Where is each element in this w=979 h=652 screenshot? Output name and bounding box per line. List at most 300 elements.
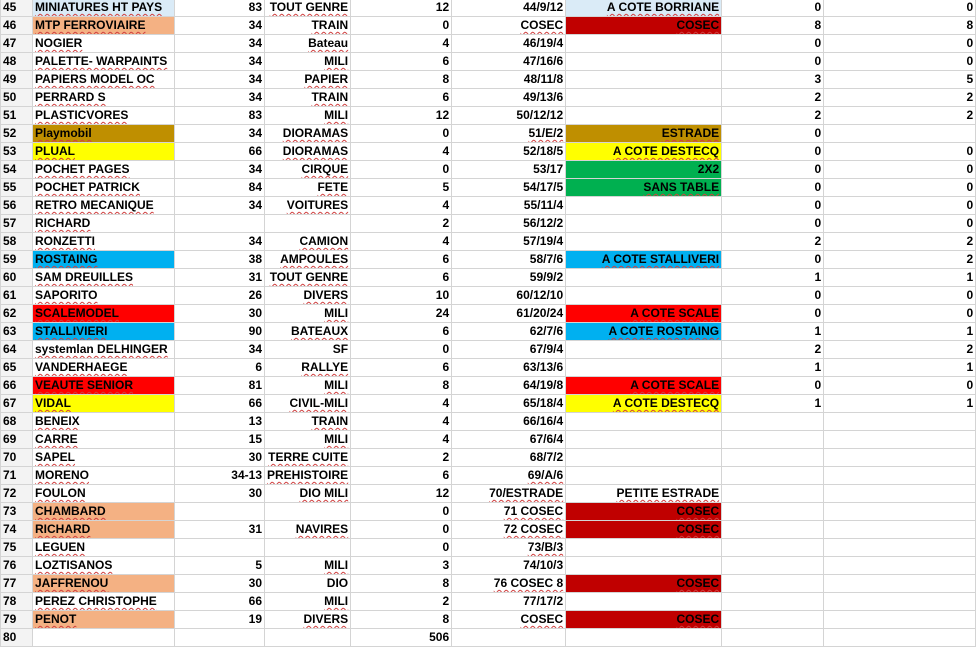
cell-category[interactable]: DIVERS bbox=[265, 611, 351, 629]
cell-value-b[interactable]: 0 bbox=[824, 287, 976, 305]
cell-value-b[interactable] bbox=[824, 449, 976, 467]
cell-table-count[interactable]: 4 bbox=[351, 413, 452, 431]
cell-value-a[interactable]: 2 bbox=[722, 89, 824, 107]
cell-department[interactable]: 5 bbox=[175, 557, 265, 575]
cell-exhibitor-name[interactable]: NOGIER bbox=[33, 35, 175, 53]
cell-exhibitor-name[interactable]: FOULON bbox=[33, 485, 175, 503]
cell-exhibitor-name[interactable]: MINIATURES HT PAYS bbox=[33, 0, 175, 17]
cell-value-a[interactable]: 0 bbox=[722, 0, 824, 17]
cell-category[interactable]: NAVIRES bbox=[265, 521, 351, 539]
cell-table-count[interactable]: 506 bbox=[351, 629, 452, 647]
cell-department[interactable]: 83 bbox=[175, 0, 265, 17]
cell-exhibitor-name[interactable]: SAPORITO bbox=[33, 287, 175, 305]
cell-exhibitor-name[interactable]: systemlan DELHINGER bbox=[33, 341, 175, 359]
cell-placement-note[interactable]: PETITE ESTRADE bbox=[566, 485, 722, 503]
row-header[interactable]: 49 bbox=[1, 71, 33, 89]
cell-placement-note[interactable] bbox=[566, 539, 722, 557]
cell-placement-note[interactable]: A COTE SCALE bbox=[566, 377, 722, 395]
cell-category[interactable]: TOUT GENRE bbox=[265, 0, 351, 17]
cell-table-count[interactable]: 10 bbox=[351, 287, 452, 305]
row-header[interactable]: 68 bbox=[1, 413, 33, 431]
cell-placement-code[interactable]: COSEC bbox=[452, 17, 566, 35]
cell-exhibitor-name[interactable]: VEAUTE SENIOR bbox=[33, 377, 175, 395]
cell-department[interactable]: 30 bbox=[175, 305, 265, 323]
cell-category[interactable]: SF bbox=[265, 341, 351, 359]
row-header[interactable]: 69 bbox=[1, 431, 33, 449]
cell-placement-note[interactable] bbox=[566, 269, 722, 287]
cell-value-a[interactable] bbox=[722, 467, 824, 485]
cell-table-count[interactable]: 0 bbox=[351, 125, 452, 143]
cell-placement-code[interactable]: 60/12/10 bbox=[452, 287, 566, 305]
cell-value-a[interactable]: 0 bbox=[722, 197, 824, 215]
cell-placement-code[interactable]: 48/11/8 bbox=[452, 71, 566, 89]
cell-value-a[interactable]: 0 bbox=[722, 305, 824, 323]
cell-department[interactable]: 31 bbox=[175, 521, 265, 539]
cell-placement-code[interactable]: 62/7/6 bbox=[452, 323, 566, 341]
row-header[interactable]: 65 bbox=[1, 359, 33, 377]
row-header[interactable]: 71 bbox=[1, 467, 33, 485]
cell-placement-code[interactable]: 77/17/2 bbox=[452, 593, 566, 611]
cell-table-count[interactable]: 3 bbox=[351, 557, 452, 575]
cell-value-b[interactable] bbox=[824, 125, 976, 143]
cell-placement-code[interactable]: 68/7/2 bbox=[452, 449, 566, 467]
cell-placement-note[interactable] bbox=[566, 215, 722, 233]
cell-value-b[interactable]: 0 bbox=[824, 35, 976, 53]
cell-table-count[interactable]: 2 bbox=[351, 593, 452, 611]
cell-placement-code[interactable]: 61/20/24 bbox=[452, 305, 566, 323]
cell-value-a[interactable]: 1 bbox=[722, 323, 824, 341]
cell-value-a[interactable]: 1 bbox=[722, 359, 824, 377]
cell-placement-code[interactable]: 63/13/6 bbox=[452, 359, 566, 377]
cell-table-count[interactable]: 4 bbox=[351, 35, 452, 53]
cell-placement-note[interactable]: ESTRADE bbox=[566, 125, 722, 143]
cell-placement-code[interactable]: 46/19/4 bbox=[452, 35, 566, 53]
cell-placement-code[interactable]: 54/17/5 bbox=[452, 179, 566, 197]
row-header[interactable]: 60 bbox=[1, 269, 33, 287]
cell-category[interactable] bbox=[265, 503, 351, 521]
cell-exhibitor-name[interactable]: POCHET PAGES bbox=[33, 161, 175, 179]
cell-placement-note[interactable]: COSEC bbox=[566, 17, 722, 35]
cell-value-a[interactable]: 0 bbox=[722, 251, 824, 269]
row-header[interactable]: 72 bbox=[1, 485, 33, 503]
cell-value-b[interactable]: 5 bbox=[824, 71, 976, 89]
cell-value-b[interactable]: 1 bbox=[824, 359, 976, 377]
cell-placement-note[interactable]: A COTE DESTECQ bbox=[566, 395, 722, 413]
cell-value-b[interactable]: 1 bbox=[824, 323, 976, 341]
cell-placement-code[interactable]: 65/18/4 bbox=[452, 395, 566, 413]
cell-table-count[interactable]: 8 bbox=[351, 71, 452, 89]
row-header[interactable]: 61 bbox=[1, 287, 33, 305]
cell-value-a[interactable] bbox=[722, 431, 824, 449]
cell-value-a[interactable] bbox=[722, 485, 824, 503]
row-header[interactable]: 73 bbox=[1, 503, 33, 521]
cell-placement-note[interactable] bbox=[566, 359, 722, 377]
row-header[interactable]: 53 bbox=[1, 143, 33, 161]
row-header[interactable]: 50 bbox=[1, 89, 33, 107]
cell-placement-code[interactable]: 47/16/6 bbox=[452, 53, 566, 71]
cell-department[interactable] bbox=[175, 539, 265, 557]
cell-value-b[interactable]: 0 bbox=[824, 0, 976, 17]
cell-exhibitor-name[interactable]: SCALEMODEL bbox=[33, 305, 175, 323]
cell-value-a[interactable] bbox=[722, 557, 824, 575]
cell-placement-note[interactable] bbox=[566, 53, 722, 71]
cell-category[interactable]: CIVIL-MILI bbox=[265, 395, 351, 413]
row-header[interactable]: 57 bbox=[1, 215, 33, 233]
cell-table-count[interactable]: 4 bbox=[351, 395, 452, 413]
cell-value-b[interactable]: 0 bbox=[824, 377, 976, 395]
row-header[interactable]: 77 bbox=[1, 575, 33, 593]
cell-department[interactable]: 13 bbox=[175, 413, 265, 431]
cell-department[interactable]: 34 bbox=[175, 161, 265, 179]
cell-value-b[interactable]: 0 bbox=[824, 305, 976, 323]
cell-exhibitor-name[interactable]: PLUAL bbox=[33, 143, 175, 161]
cell-department[interactable]: 34 bbox=[175, 125, 265, 143]
cell-category[interactable]: BATEAUX bbox=[265, 323, 351, 341]
cell-value-b[interactable] bbox=[824, 467, 976, 485]
cell-placement-note[interactable]: SANS TABLE bbox=[566, 179, 722, 197]
cell-value-a[interactable] bbox=[722, 449, 824, 467]
cell-value-b[interactable]: 0 bbox=[824, 161, 976, 179]
cell-value-b[interactable]: 0 bbox=[824, 215, 976, 233]
row-header[interactable]: 63 bbox=[1, 323, 33, 341]
cell-placement-code[interactable]: 44/9/12 bbox=[452, 0, 566, 17]
cell-placement-code[interactable]: 58/7/6 bbox=[452, 251, 566, 269]
cell-placement-code[interactable]: 73/B/3 bbox=[452, 539, 566, 557]
cell-placement-note[interactable] bbox=[566, 557, 722, 575]
cell-exhibitor-name[interactable]: VANDERHAEGE bbox=[33, 359, 175, 377]
cell-placement-note[interactable] bbox=[566, 629, 722, 647]
cell-placement-note[interactable] bbox=[566, 449, 722, 467]
cell-category[interactable]: MILI bbox=[265, 431, 351, 449]
cell-department[interactable]: 34 bbox=[175, 35, 265, 53]
cell-exhibitor-name[interactable]: RETRO MECANIQUE bbox=[33, 197, 175, 215]
cell-placement-note[interactable]: A COTE DESTECQ bbox=[566, 143, 722, 161]
cell-table-count[interactable]: 12 bbox=[351, 485, 452, 503]
row-header[interactable]: 75 bbox=[1, 539, 33, 557]
row-header[interactable]: 56 bbox=[1, 197, 33, 215]
cell-table-count[interactable]: 6 bbox=[351, 53, 452, 71]
cell-placement-code[interactable]: 57/19/4 bbox=[452, 233, 566, 251]
cell-value-a[interactable]: 0 bbox=[722, 143, 824, 161]
cell-table-count[interactable]: 0 bbox=[351, 161, 452, 179]
cell-value-b[interactable]: 0 bbox=[824, 179, 976, 197]
cell-category[interactable]: MILI bbox=[265, 377, 351, 395]
cell-table-count[interactable]: 4 bbox=[351, 431, 452, 449]
cell-category[interactable]: MILI bbox=[265, 557, 351, 575]
cell-category[interactable]: DIORAMAS bbox=[265, 143, 351, 161]
cell-value-a[interactable]: 1 bbox=[722, 269, 824, 287]
cell-department[interactable]: 30 bbox=[175, 575, 265, 593]
cell-category[interactable]: FETE bbox=[265, 179, 351, 197]
cell-department[interactable]: 31 bbox=[175, 269, 265, 287]
cell-department[interactable]: 34 bbox=[175, 89, 265, 107]
cell-exhibitor-name[interactable] bbox=[33, 629, 175, 647]
cell-placement-note[interactable]: COSEC bbox=[566, 611, 722, 629]
row-header[interactable]: 67 bbox=[1, 395, 33, 413]
cell-value-b[interactable] bbox=[824, 485, 976, 503]
cell-table-count[interactable]: 4 bbox=[351, 233, 452, 251]
cell-value-a[interactable]: 2 bbox=[722, 107, 824, 125]
cell-department[interactable]: 34 bbox=[175, 341, 265, 359]
cell-value-a[interactable]: 2 bbox=[722, 341, 824, 359]
cell-table-count[interactable]: 6 bbox=[351, 467, 452, 485]
cell-placement-code[interactable]: 74/10/3 bbox=[452, 557, 566, 575]
cell-table-count[interactable]: 6 bbox=[351, 323, 452, 341]
cell-value-b[interactable] bbox=[824, 431, 976, 449]
cell-exhibitor-name[interactable]: MORENO bbox=[33, 467, 175, 485]
cell-value-b[interactable]: 0 bbox=[824, 53, 976, 71]
cell-category[interactable] bbox=[265, 215, 351, 233]
cell-value-b[interactable] bbox=[824, 539, 976, 557]
row-header[interactable]: 74 bbox=[1, 521, 33, 539]
cell-category[interactable]: PAPIER bbox=[265, 71, 351, 89]
cell-exhibitor-name[interactable]: CARRE bbox=[33, 431, 175, 449]
row-header[interactable]: 58 bbox=[1, 233, 33, 251]
cell-table-count[interactable]: 8 bbox=[351, 611, 452, 629]
cell-exhibitor-name[interactable]: ROSTAING bbox=[33, 251, 175, 269]
cell-value-a[interactable]: 0 bbox=[722, 179, 824, 197]
cell-category[interactable]: MILI bbox=[265, 305, 351, 323]
cell-department[interactable]: 6 bbox=[175, 359, 265, 377]
cell-placement-code[interactable] bbox=[452, 629, 566, 647]
cell-placement-code[interactable]: 49/13/6 bbox=[452, 89, 566, 107]
cell-department[interactable]: 15 bbox=[175, 431, 265, 449]
cell-table-count[interactable]: 0 bbox=[351, 539, 452, 557]
cell-exhibitor-name[interactable]: PENOT bbox=[33, 611, 175, 629]
cell-value-a[interactable]: 0 bbox=[722, 377, 824, 395]
cell-department[interactable] bbox=[175, 503, 265, 521]
cell-table-count[interactable]: 6 bbox=[351, 89, 452, 107]
row-header[interactable]: 64 bbox=[1, 341, 33, 359]
cell-value-a[interactable] bbox=[722, 611, 824, 629]
cell-category[interactable]: MILI bbox=[265, 53, 351, 71]
cell-value-a[interactable]: 0 bbox=[722, 287, 824, 305]
cell-value-a[interactable]: 0 bbox=[722, 125, 824, 143]
cell-exhibitor-name[interactable]: PAPIERS MODEL OC bbox=[33, 71, 175, 89]
cell-value-b[interactable] bbox=[824, 413, 976, 431]
cell-value-a[interactable] bbox=[722, 521, 824, 539]
cell-category[interactable]: CAMION bbox=[265, 233, 351, 251]
cell-exhibitor-name[interactable]: SAPEL bbox=[33, 449, 175, 467]
cell-placement-note[interactable]: COSEC bbox=[566, 503, 722, 521]
cell-value-b[interactable]: 0 bbox=[824, 143, 976, 161]
cell-table-count[interactable]: 2 bbox=[351, 215, 452, 233]
cell-category[interactable]: TRAIN bbox=[265, 413, 351, 431]
cell-table-count[interactable]: 0 bbox=[351, 17, 452, 35]
cell-value-a[interactable]: 0 bbox=[722, 53, 824, 71]
cell-table-count[interactable]: 12 bbox=[351, 107, 452, 125]
cell-placement-code[interactable]: 51/E/2 bbox=[452, 125, 566, 143]
row-header[interactable]: 78 bbox=[1, 593, 33, 611]
cell-category[interactable]: VOITURES bbox=[265, 197, 351, 215]
row-header[interactable]: 79 bbox=[1, 611, 33, 629]
cell-exhibitor-name[interactable]: VIDAL bbox=[33, 395, 175, 413]
cell-value-a[interactable] bbox=[722, 629, 824, 647]
cell-placement-note[interactable] bbox=[566, 71, 722, 89]
cell-placement-code[interactable]: 67/6/4 bbox=[452, 431, 566, 449]
row-header[interactable]: 55 bbox=[1, 179, 33, 197]
cell-placement-note[interactable]: A COTE SCALE bbox=[566, 305, 722, 323]
cell-value-b[interactable]: 2 bbox=[824, 251, 976, 269]
cell-department[interactable]: 90 bbox=[175, 323, 265, 341]
cell-table-count[interactable]: 6 bbox=[351, 251, 452, 269]
cell-department[interactable] bbox=[175, 215, 265, 233]
cell-table-count[interactable]: 4 bbox=[351, 143, 452, 161]
cell-value-b[interactable] bbox=[824, 575, 976, 593]
row-header[interactable]: 48 bbox=[1, 53, 33, 71]
cell-placement-note[interactable] bbox=[566, 287, 722, 305]
cell-placement-code[interactable]: 55/11/4 bbox=[452, 197, 566, 215]
row-header[interactable]: 46 bbox=[1, 17, 33, 35]
cell-table-count[interactable]: 0 bbox=[351, 521, 452, 539]
cell-department[interactable]: 34 bbox=[175, 53, 265, 71]
cell-table-count[interactable]: 2 bbox=[351, 449, 452, 467]
cell-placement-note[interactable] bbox=[566, 593, 722, 611]
cell-department[interactable]: 34 bbox=[175, 71, 265, 89]
cell-value-b[interactable]: 2 bbox=[824, 107, 976, 125]
cell-exhibitor-name[interactable]: JAFFRENOU bbox=[33, 575, 175, 593]
cell-department[interactable]: 38 bbox=[175, 251, 265, 269]
cell-table-count[interactable]: 8 bbox=[351, 575, 452, 593]
cell-placement-note[interactable]: COSEC bbox=[566, 521, 722, 539]
cell-category[interactable]: MILI bbox=[265, 593, 351, 611]
cell-table-count[interactable]: 4 bbox=[351, 197, 452, 215]
cell-placement-note[interactable] bbox=[566, 413, 722, 431]
cell-value-b[interactable] bbox=[824, 611, 976, 629]
cell-table-count[interactable]: 0 bbox=[351, 341, 452, 359]
cell-value-a[interactable] bbox=[722, 575, 824, 593]
cell-exhibitor-name[interactable]: MTP FERROVIAIRE bbox=[33, 17, 175, 35]
cell-table-count[interactable]: 6 bbox=[351, 269, 452, 287]
cell-table-count[interactable]: 8 bbox=[351, 377, 452, 395]
cell-value-b[interactable] bbox=[824, 521, 976, 539]
cell-value-a[interactable] bbox=[722, 539, 824, 557]
row-header[interactable]: 47 bbox=[1, 35, 33, 53]
cell-exhibitor-name[interactable]: RONZETTI bbox=[33, 233, 175, 251]
cell-value-a[interactable]: 1 bbox=[722, 395, 824, 413]
row-header[interactable]: 66 bbox=[1, 377, 33, 395]
cell-placement-code[interactable]: 71 COSEC bbox=[452, 503, 566, 521]
cell-department[interactable]: 84 bbox=[175, 179, 265, 197]
cell-department[interactable]: 83 bbox=[175, 107, 265, 125]
cell-placement-note[interactable] bbox=[566, 431, 722, 449]
cell-exhibitor-name[interactable]: LEGUEN bbox=[33, 539, 175, 557]
cell-exhibitor-name[interactable]: CHAMBARD bbox=[33, 503, 175, 521]
cell-value-a[interactable] bbox=[722, 593, 824, 611]
cell-value-a[interactable]: 2 bbox=[722, 233, 824, 251]
row-header[interactable]: 70 bbox=[1, 449, 33, 467]
cell-value-a[interactable] bbox=[722, 413, 824, 431]
cell-value-b[interactable]: 1 bbox=[824, 269, 976, 287]
cell-exhibitor-name[interactable]: PEREZ CHRISTOPHE bbox=[33, 593, 175, 611]
cell-department[interactable]: 30 bbox=[175, 449, 265, 467]
cell-placement-code[interactable]: 59/9/2 bbox=[452, 269, 566, 287]
cell-value-b[interactable] bbox=[824, 629, 976, 647]
cell-value-b[interactable]: 0 bbox=[824, 197, 976, 215]
cell-table-count[interactable]: 12 bbox=[351, 0, 452, 17]
cell-category[interactable]: TRAIN bbox=[265, 89, 351, 107]
cell-placement-note[interactable]: A COTE ROSTAING bbox=[566, 323, 722, 341]
cell-category[interactable]: DIO MILI bbox=[265, 485, 351, 503]
cell-exhibitor-name[interactable]: BENEIX bbox=[33, 413, 175, 431]
cell-table-count[interactable]: 6 bbox=[351, 359, 452, 377]
cell-placement-note[interactable]: 2X2 bbox=[566, 161, 722, 179]
cell-placement-code[interactable]: 70/ESTRADE bbox=[452, 485, 566, 503]
cell-placement-note[interactable] bbox=[566, 89, 722, 107]
cell-category[interactable] bbox=[265, 539, 351, 557]
cell-value-b[interactable] bbox=[824, 557, 976, 575]
cell-value-a[interactable]: 3 bbox=[722, 71, 824, 89]
cell-category[interactable]: DIO bbox=[265, 575, 351, 593]
cell-category[interactable]: TOUT GENRE bbox=[265, 269, 351, 287]
cell-placement-code[interactable]: 56/12/2 bbox=[452, 215, 566, 233]
cell-category[interactable]: TERRE CUITE bbox=[265, 449, 351, 467]
row-header[interactable]: 80 bbox=[1, 629, 33, 647]
cell-department[interactable]: 34-13 bbox=[175, 467, 265, 485]
cell-department[interactable]: 66 bbox=[175, 395, 265, 413]
cell-category[interactable]: DIORAMAS bbox=[265, 125, 351, 143]
cell-placement-note[interactable] bbox=[566, 341, 722, 359]
cell-placement-note[interactable] bbox=[566, 467, 722, 485]
cell-category[interactable]: TRAIN bbox=[265, 17, 351, 35]
cell-value-b[interactable]: 2 bbox=[824, 341, 976, 359]
cell-placement-note[interactable] bbox=[566, 233, 722, 251]
cell-table-count[interactable]: 0 bbox=[351, 503, 452, 521]
cell-placement-code[interactable]: 50/12/12 bbox=[452, 107, 566, 125]
cell-category[interactable]: DIVERS bbox=[265, 287, 351, 305]
cell-placement-note[interactable]: A COTE BORRIANE bbox=[566, 0, 722, 17]
row-header[interactable]: 45 bbox=[1, 0, 33, 17]
cell-exhibitor-name[interactable]: LOZTISANOS bbox=[33, 557, 175, 575]
row-header[interactable]: 76 bbox=[1, 557, 33, 575]
cell-table-count[interactable]: 24 bbox=[351, 305, 452, 323]
cell-value-b[interactable]: 2 bbox=[824, 89, 976, 107]
cell-category[interactable]: Bateau bbox=[265, 35, 351, 53]
cell-department[interactable]: 34 bbox=[175, 17, 265, 35]
cell-placement-code[interactable]: 69/A/6 bbox=[452, 467, 566, 485]
cell-exhibitor-name[interactable]: RICHARD bbox=[33, 521, 175, 539]
cell-placement-code[interactable]: 76 COSEC 8 bbox=[452, 575, 566, 593]
row-header[interactable]: 54 bbox=[1, 161, 33, 179]
cell-placement-code[interactable]: 72 COSEC bbox=[452, 521, 566, 539]
cell-exhibitor-name[interactable]: PALETTE- WARPAINTS bbox=[33, 53, 175, 71]
cell-department[interactable]: 34 bbox=[175, 197, 265, 215]
cell-exhibitor-name[interactable]: PLASTICVORES bbox=[33, 107, 175, 125]
cell-exhibitor-name[interactable]: RICHARD bbox=[33, 215, 175, 233]
row-header[interactable]: 52 bbox=[1, 125, 33, 143]
cell-value-b[interactable]: 2 bbox=[824, 233, 976, 251]
cell-value-b[interactable] bbox=[824, 503, 976, 521]
cell-department[interactable]: 30 bbox=[175, 485, 265, 503]
cell-value-a[interactable]: 0 bbox=[722, 215, 824, 233]
cell-placement-code[interactable]: COSEC bbox=[452, 611, 566, 629]
cell-department[interactable]: 66 bbox=[175, 593, 265, 611]
cell-value-b[interactable]: 8 bbox=[824, 17, 976, 35]
row-header[interactable]: 62 bbox=[1, 305, 33, 323]
cell-value-a[interactable]: 0 bbox=[722, 35, 824, 53]
cell-category[interactable]: AMPOULES bbox=[265, 251, 351, 269]
cell-table-count[interactable]: 5 bbox=[351, 179, 452, 197]
cell-placement-code[interactable]: 64/19/8 bbox=[452, 377, 566, 395]
cell-placement-note[interactable] bbox=[566, 197, 722, 215]
cell-exhibitor-name[interactable]: SAM DREUILLES bbox=[33, 269, 175, 287]
cell-category[interactable]: PREHISTOIRE bbox=[265, 467, 351, 485]
cell-value-a[interactable]: 0 bbox=[722, 161, 824, 179]
cell-category[interactable] bbox=[265, 629, 351, 647]
cell-placement-code[interactable]: 67/9/4 bbox=[452, 341, 566, 359]
cell-placement-note[interactable]: COSEC bbox=[566, 575, 722, 593]
cell-value-b[interactable]: 1 bbox=[824, 395, 976, 413]
